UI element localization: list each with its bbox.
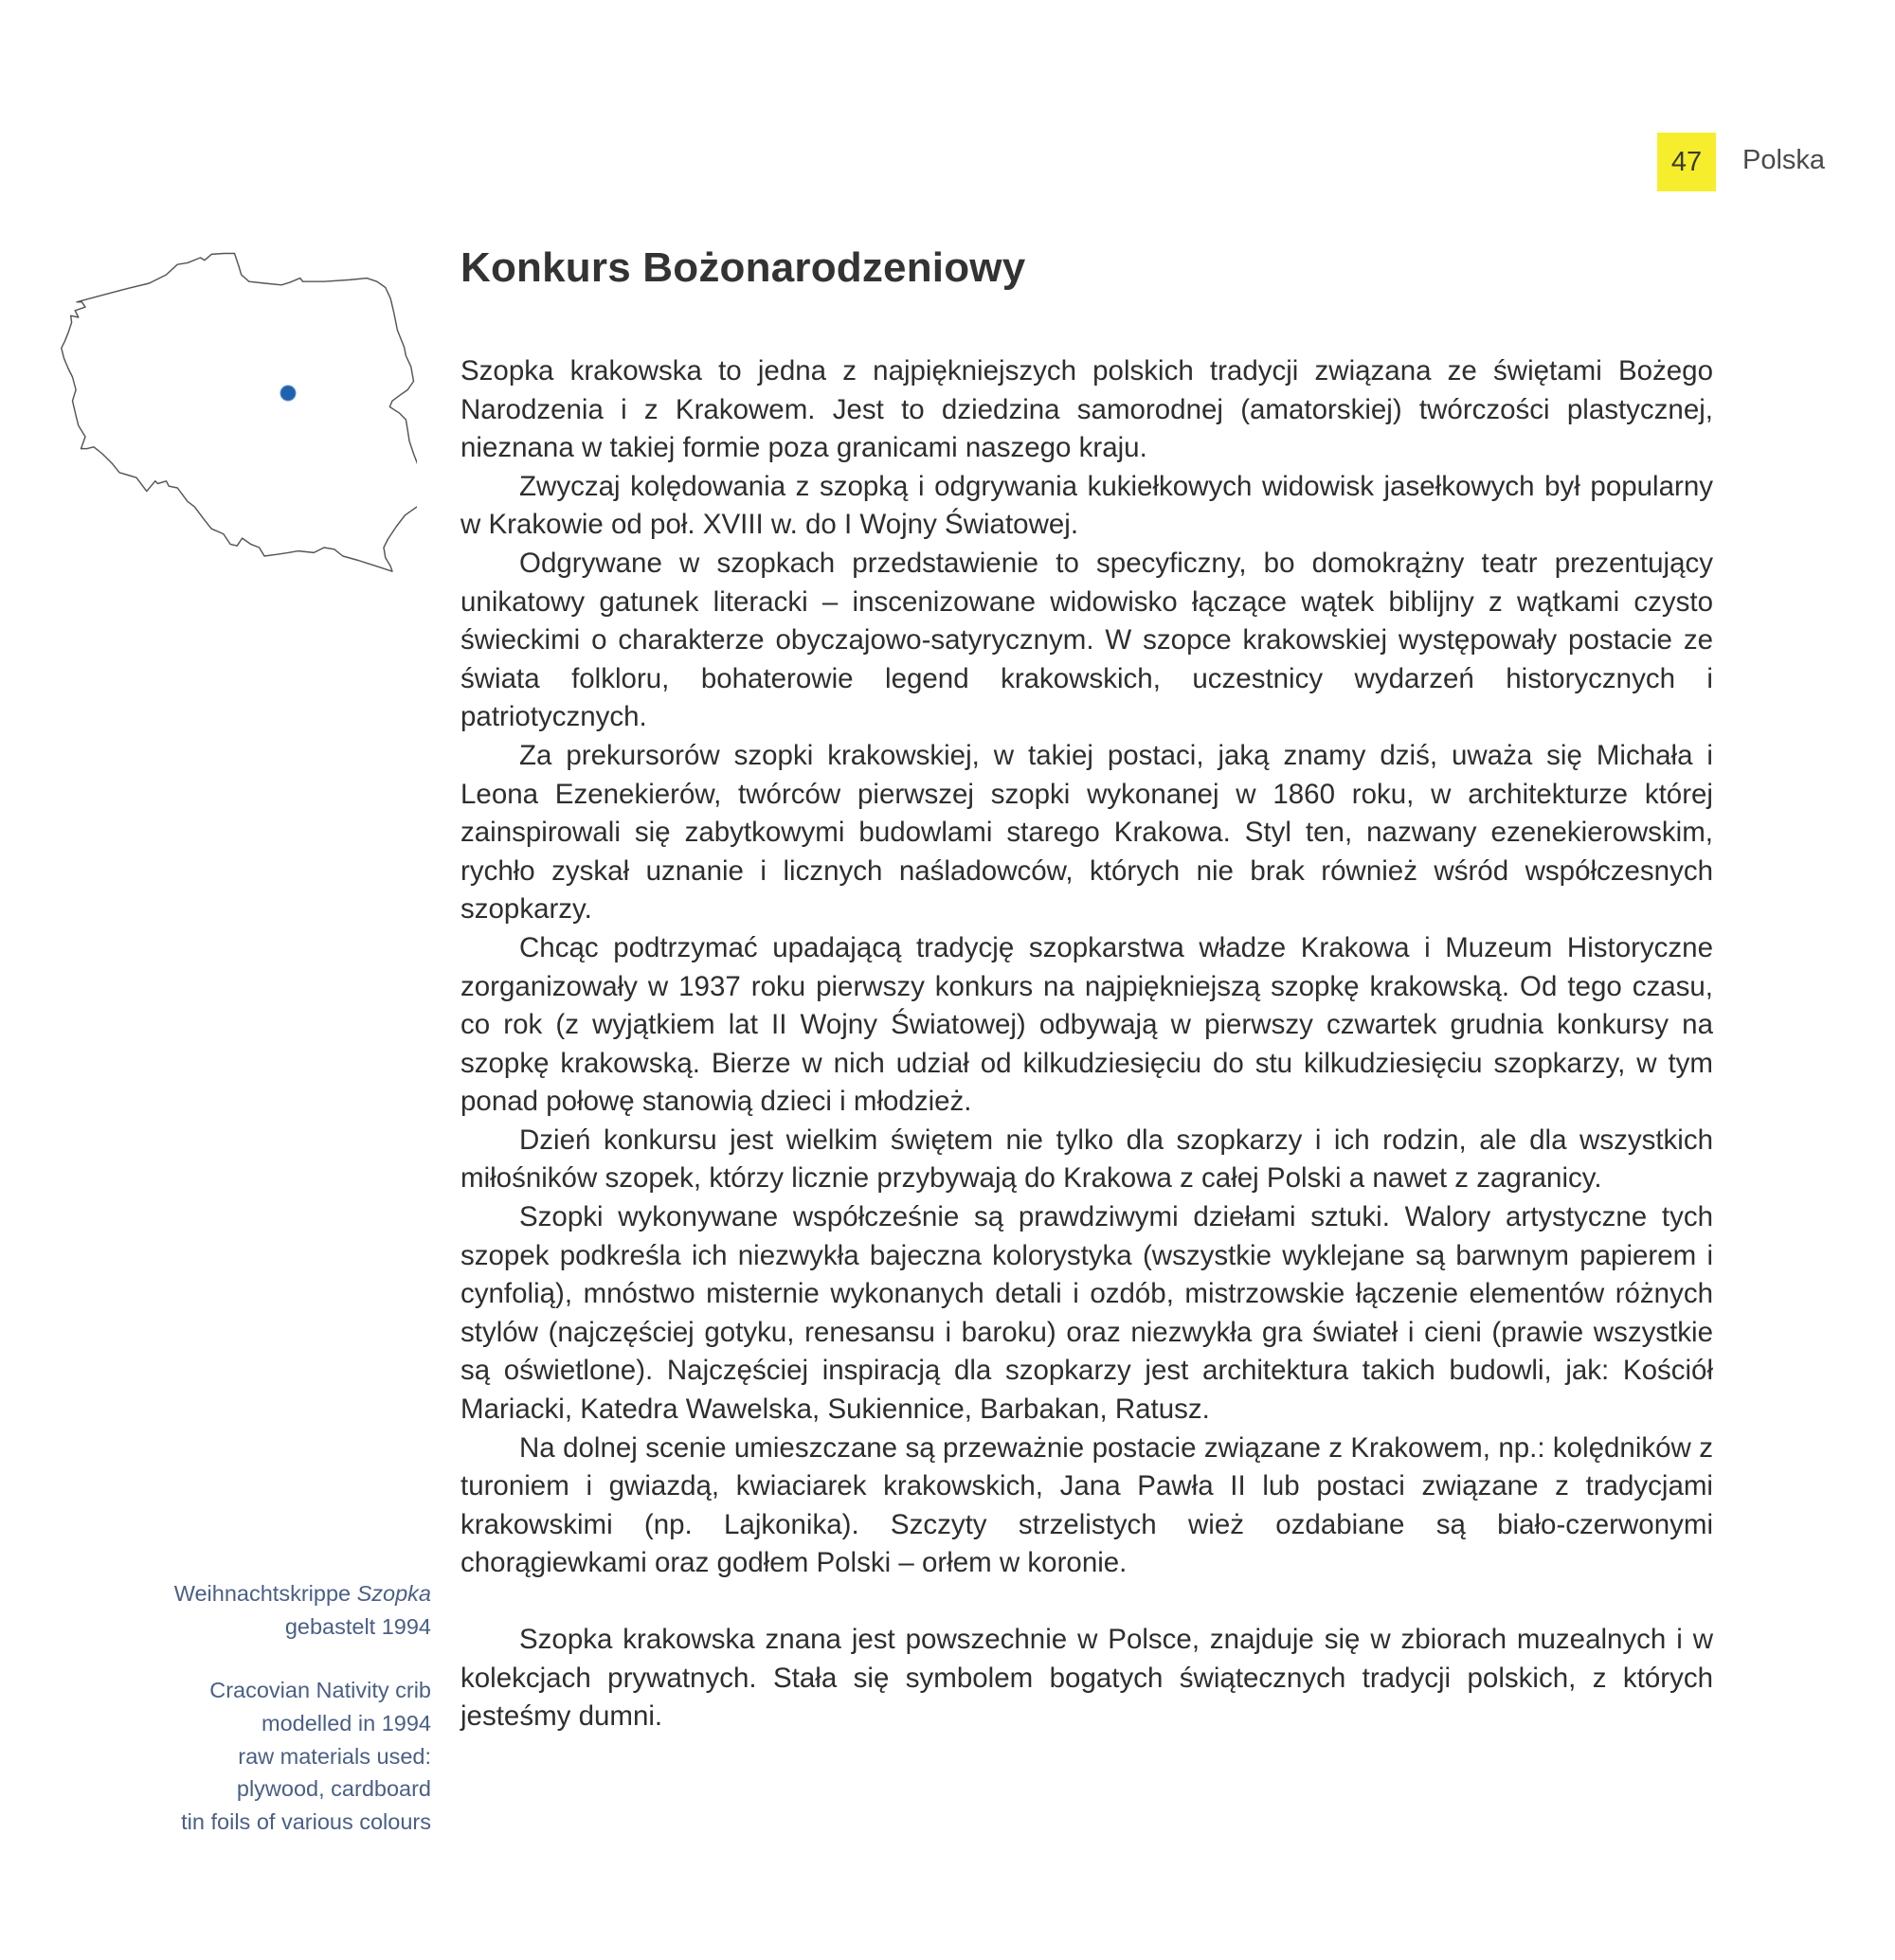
page-number-badge bbox=[1657, 133, 1716, 191]
caption-english bbox=[181, 1674, 431, 1839]
paragraph: Dzień konkursu jest wielkim świętem nie tylko dla szopkarzy i ich rodzin, ale dla wszystkich miłośników szopek, którzy licznie przybywają do Krakowa z całej Polski a nawet z zagranicy. bbox=[460, 1124, 1713, 1195]
poland-outline bbox=[62, 254, 417, 572]
caption-line: tin foils of various colours bbox=[181, 1809, 431, 1835]
closing-paragraph: Szopka krakowska znana jest powszechnie w Polsce, znajduje się w zbiorach muzealnych i w kolekcjach prywatnych. Stała się symbolem bogatych świątecznych tradycji polskich, z których jesteśmy dumni. bbox=[460, 1624, 1713, 1733]
caption-line: gebastelt 1994 bbox=[284, 1613, 431, 1639]
paragraph: Szopka krakowska to jedna z najpiękniejszych polskich tradycji związana ze świętami Bożego Narodzenia i z Krakowem. Jest to dziedzina samorodnej (amatorskiej) twórczości plastycznej, nieznana w takiej formie poza granicami naszego kraju. bbox=[460, 355, 1713, 464]
paragraph: Chcąc podtrzymać upadającą tradycję szopkarstwa władze Krakowa i Muzeum Historyczne zorganizowały w 1937 roku pierwszy konkurs na najpiękniejszą szopkę krakowską. Od tego czasu, co rok (z wyjątkiem lat II Wojny Światowej) odbywają w pierwszy czwartek grudnia konkursy na szopkę krakowską. Bierze w nich udział od kilkudziesięciu do stu kilkudziesięciu szopkarzy, w tym ponad połowę stanowią dzieci i młodzież. bbox=[460, 931, 1713, 1118]
article-body bbox=[460, 352, 1713, 1736]
caption-italic: Szopka bbox=[356, 1581, 431, 1606]
paragraph: Szopki wykonywane współcześnie są prawdziwymi dziełami sztuki. Walory artystyczne tych szopek podkreśla ich niezwykła bajeczna kolorystyka (wszystkie wyklejane są barwnym papierem i cynfolią), mnóstwo misternie wykonanych detali i ozdób, mistrzowskie łączenie elementów różnych stylów (najczęściej gotyku, renesansu i baroku) oraz niezwykła gra świateł i cieni (prawie wszystkie są oświetlone). Najczęściej inspiracją dla szopkarzy jest architektura takich budowli, jak: Kościół Mariacki, Katedra Wawelska, Sukiennice, Barbakan, Ratusz. bbox=[460, 1201, 1713, 1426]
location-marker bbox=[280, 386, 296, 401]
caption-line: Weihnachtskrippe Szopka bbox=[173, 1581, 431, 1606]
paragraph: Odgrywane w szopkach przedstawienie to specyficzny, bo domokrążny teatr prezentujący unikatowy gatunek literacki – inscenizowane widowisko łączące wątek biblijny z wątkami czysto świeckimi o charakterze obyczajowo-satyrycznym. W szopce krakowskiej występowały postacie ze świata folkloru, bohaterowie legend krakowskich, uczestnicy wydarzeń historycznych i patriotycznych. bbox=[460, 547, 1713, 733]
paragraph: Na dolnej scenie umieszczane są przeważnie postacie związane z Krakowem, np.: kolędników z turoniem i gwiazdą, kwiaciarek krakowskich, Jana Pawła II lub postaci związane z tradycjami krakowskimi (np. Lajkonika). Szczyty strzelistych wież ozdabiane są biało-czerwonymi chorągiewkami oraz godłem Polski – orłem w koronie. bbox=[460, 1431, 1713, 1579]
section-label: Polska bbox=[1742, 145, 1826, 175]
page-number: 47 bbox=[1670, 146, 1703, 177]
article-title: Konkurs Bożonarodzeniowy bbox=[460, 244, 1026, 291]
paragraph: Zwyczaj kolędowania z szopką i odgrywania kukiełkowych widowisk jasełkowych był popularny w Krakowie od poł. XVIII w. do I Wojny Światowej. bbox=[460, 470, 1713, 541]
caption-line: modelled in 1994 bbox=[262, 1710, 431, 1735]
caption-german bbox=[174, 1577, 431, 1644]
paragraph: Za prekursorów szopki krakowskiej, w takiej postaci, jaką znamy dziś, uważa się Michała i Leona Ezenekierów, twórców pierwszej szopki wykonanej w 1860 roku, w architekturze której zainspirowali się zabytkowymi budowlami starego Krakowa. Styl ten, nazwany ezenekierowskim, rychło zyskał uznanie i licznych naśladowców, których nie brak również wśród współczesnych szopkarzy. bbox=[460, 739, 1713, 926]
caption-line: raw materials used: bbox=[238, 1743, 431, 1769]
caption-line: plywood, cardboard bbox=[236, 1776, 431, 1802]
caption-line: Cracovian Nativity crib bbox=[209, 1678, 431, 1702]
poland-map-icon bbox=[57, 242, 417, 583]
